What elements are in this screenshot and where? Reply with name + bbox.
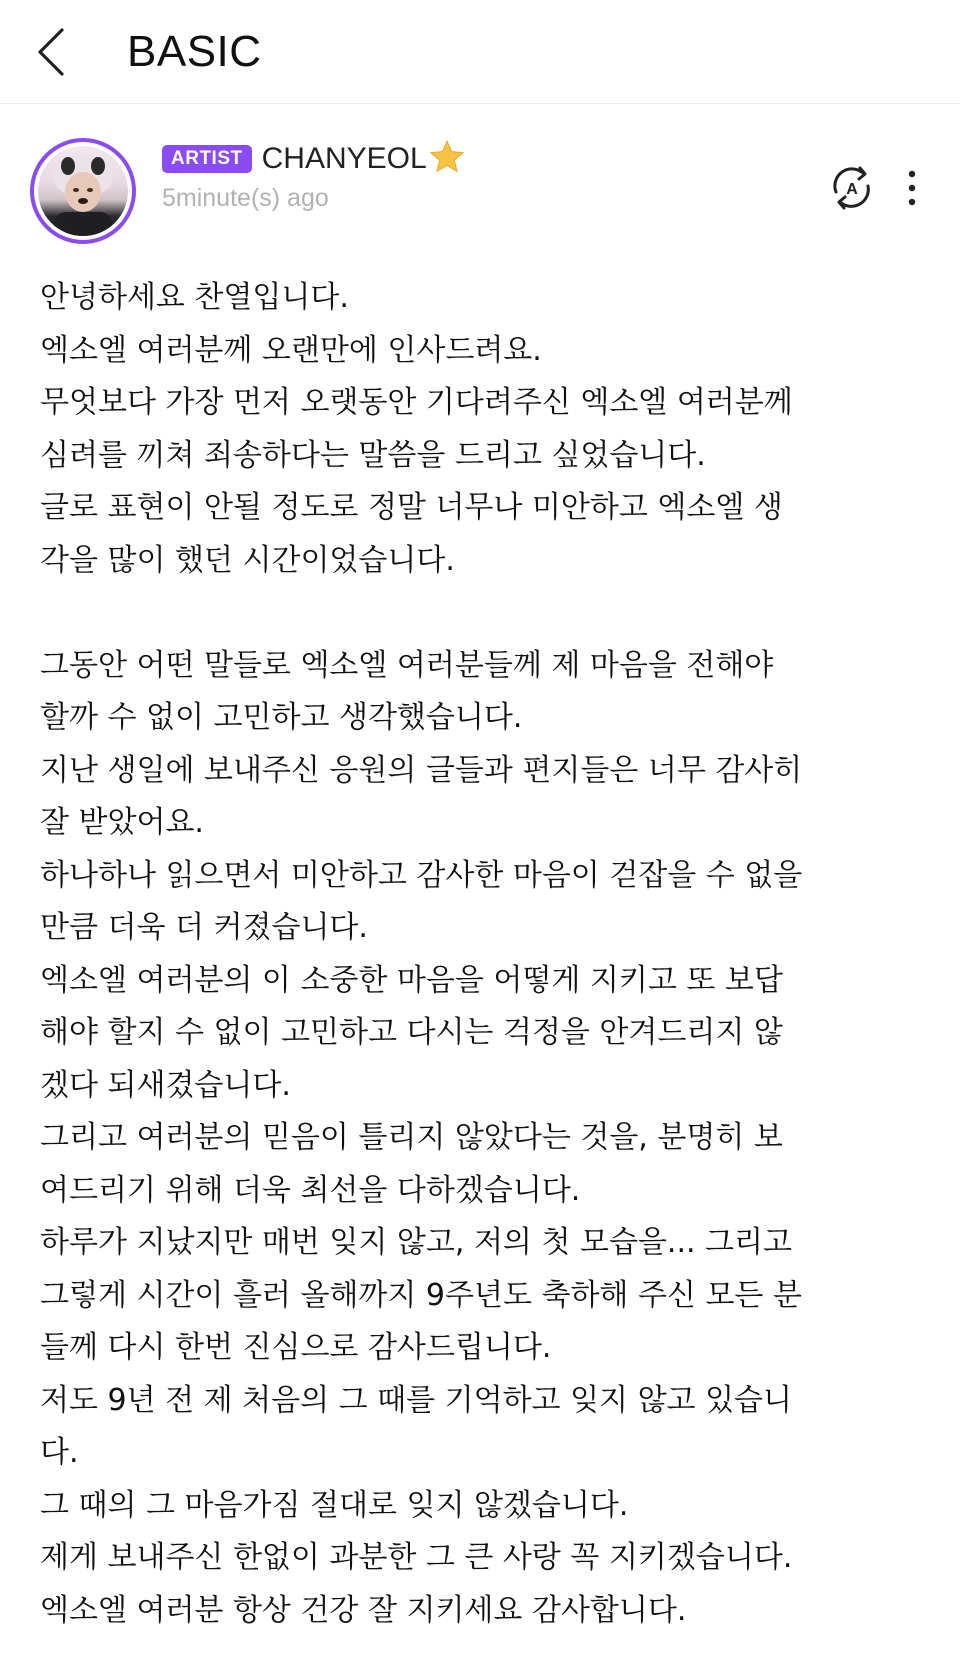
post-line: 만큼 더욱 더 커졌습니다.	[40, 910, 368, 945]
post-body	[40, 272, 930, 1637]
post-line: 그 때의 그 마음가짐 절대로 잊지 않겠습니다.	[40, 1487, 629, 1523]
author-meta	[162, 142, 465, 213]
svg-text:A: A	[846, 181, 858, 198]
author-line	[162, 142, 465, 176]
post-line: 하루가 지났지만 매번 잊지 않고, 저의 첫 모습을... 그리고	[40, 1225, 792, 1260]
post-line	[40, 587, 930, 640]
chevron-left-icon	[30, 22, 80, 82]
star-icon	[429, 139, 465, 175]
post-line: 그렇게 시간이 흘러 올해까지 9주년도 축하해 주신 모든 분	[40, 1277, 802, 1313]
page-title: BASIC	[127, 27, 262, 76]
post-line: 여드리기 위해 더욱 최선을 다하겠습니다.	[40, 1172, 581, 1208]
artist-badge: ARTIST	[162, 145, 252, 173]
post-line: 안녕하세요 찬열입니다.	[40, 280, 349, 315]
post-line: 엑소엘 여러분께 오랜만에 인사드려요.	[40, 332, 542, 368]
author-name[interactable]: CHANYEOL	[261, 142, 427, 175]
avatar-illustration	[38, 146, 128, 236]
back-button[interactable]	[30, 22, 80, 82]
post-line: 할까 수 없이 고민하고 생각했습니다.	[40, 700, 523, 735]
post-line: 글로 표현이 안될 정도로 정말 너무나 미안하고 엑소엘 생	[40, 490, 783, 525]
translate-button[interactable]	[826, 162, 878, 214]
post-line: 잘 받았어요.	[40, 805, 204, 840]
post-line: 엑소엘 여러분의 이 소중한 마음을 어떻게 지키고 또 보답	[40, 962, 783, 998]
avatar-photo	[38, 146, 128, 236]
post-author-row	[0, 104, 960, 244]
post-line: 지난 생일에 보내주신 응원의 글들과 편지들은 너무 감사히	[40, 752, 803, 788]
post-line: 저도 9년 전 제 처음의 그 때를 기억하고 잊지 않고 있습니	[40, 1382, 793, 1418]
top-bar	[0, 0, 960, 104]
more-options-button[interactable]	[902, 168, 922, 208]
translate-icon	[826, 162, 878, 214]
post-line: 해야 할지 수 없이 고민하고 다시는 걱정을 안겨드리지 않	[40, 1015, 783, 1050]
post-line: 겠다 되새겼습니다.	[40, 1067, 291, 1103]
post-line: 엑소엘 여러분 항상 건강 잘 지키세요 감사합니다.	[40, 1592, 687, 1628]
post-line: 그동안 어떤 말들로 엑소엘 여러분들께 제 마음을 전해야	[40, 647, 774, 683]
post-line: 제게 보내주신 한없이 과분한 그 큰 사랑 꼭 지키겠습니다.	[40, 1540, 793, 1575]
post-line: 들께 다시 한번 진심으로 감사드립니다.	[40, 1330, 552, 1365]
post-line: 그리고 여러분의 믿음이 틀리지 않았다는 것을, 분명히 보	[40, 1120, 783, 1155]
more-vertical-icon	[902, 168, 922, 208]
post-line: 하나하나 읽으면서 미안하고 감사한 마음이 걷잡을 수 없을	[40, 857, 803, 893]
avatar[interactable]	[30, 138, 136, 244]
post-time: 5minute(s) ago	[162, 184, 329, 212]
post-line: 각을 많이 했던 시간이었습니다.	[40, 542, 455, 578]
post-line: 다.	[40, 1435, 79, 1470]
post-line: 심려를 끼쳐 죄송하다는 말씀을 드리고 싶었습니다.	[40, 437, 706, 473]
post-line: 무엇보다 가장 먼저 오랫동안 기다려주신 엑소엘 여러분께	[40, 385, 793, 420]
